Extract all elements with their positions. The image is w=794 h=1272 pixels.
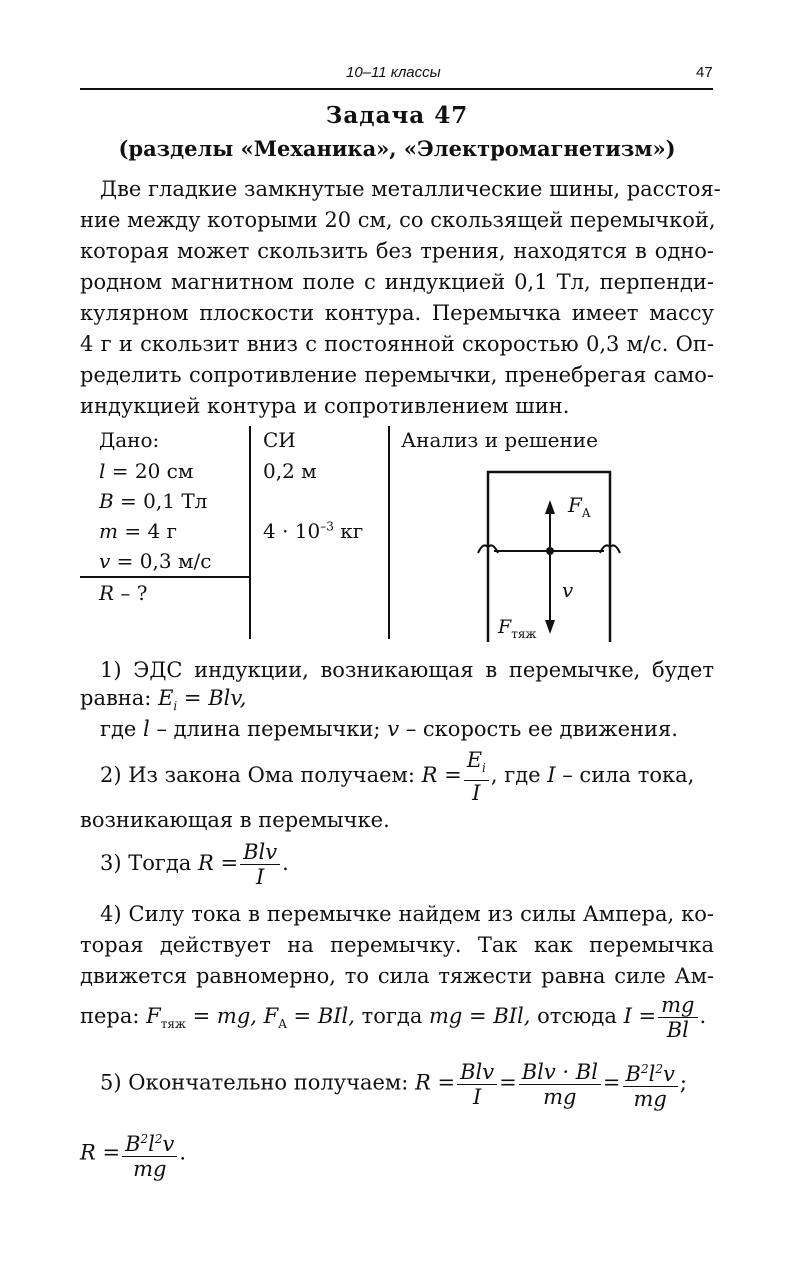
statement-line: кулярном плоскости контура. Перемычка имеет массу (80, 301, 714, 325)
si-mass: $4 \cdot 10^{-3}$ кг (263, 519, 364, 543)
problem-statement (80, 174, 721, 422)
si-length: 0,2 м (263, 459, 317, 483)
step-2: 2) Из закона Ома получаем: R = $\frac{E_i}{I}$ , где I – сила тока, (100, 748, 695, 806)
bar-center-dot (546, 547, 554, 555)
page-number: 47 (696, 64, 713, 81)
statement-line: индукцией контура и сопротивлением шин. (80, 394, 570, 418)
given-induction: B = 0,1 Тл (99, 489, 208, 513)
section-header: 10–11 классы (346, 64, 441, 81)
given-header: Дано: (99, 428, 160, 452)
si-header: СИ (263, 428, 296, 452)
gravity-arrowhead (545, 620, 555, 634)
step-3: 3) Тогда R = $\frac{\text{Blv}}{I}$ . (100, 840, 289, 889)
given-find-rule (80, 576, 250, 578)
step-1: 1) ЭДС индукции, возникающая в перемычке, будет (100, 658, 714, 682)
statement-line: ределить сопротивление перемычки, пренебрегая само- (80, 363, 714, 387)
step-1-explanation: где l – длина перемычки; v – скорость ее движения. (100, 717, 678, 741)
statement-line: 4 г и скользит вниз с постоянной скоростью 0,3 м/с. Оп- (80, 332, 714, 356)
given-mass: m = 4 г (99, 519, 178, 543)
problem-subtitle: (разделы «Механика», «Электромагнетизм») (118, 136, 676, 161)
step-5: 5) Окончательно получаем: R = $\frac{\text{Blv}}{I}$ = $\frac{\text{Blv · Bl}}{mg}$ = $\frac{B^2l^2v}{mg}$ ; (100, 1057, 687, 1111)
given-length: l = 20 см (99, 459, 194, 483)
rails-diagram (470, 460, 630, 642)
label-velocity: v (562, 578, 574, 602)
header-rule (80, 88, 713, 90)
problem-title: Задача 47 (325, 102, 469, 129)
table-divider-2 (388, 426, 390, 639)
final-answer: R = $\frac{B^2l^2v}{mg}$ . (80, 1127, 186, 1181)
step-1-formula: равна: $E_i$ = Blv, (80, 686, 247, 714)
find-resistance: R – ? (99, 581, 148, 605)
ampere-arrowhead (545, 500, 555, 514)
step-2-continued: возникающая в перемычке. (80, 808, 390, 832)
step-4-formula: пера: $F_{тяж}$ = mg, $F_A$ = BIl, тогда mg = BIl, отсюда I = $\frac{mg}{Bl}$ . (80, 993, 707, 1042)
table-divider-1 (249, 426, 251, 639)
analysis-header: Анализ и решение (401, 428, 598, 452)
step-4: 4) Силу тока в перемычке найдем из силы Ампера, ко- торая действует на перемычку. Так как перемычка движется равномерно, то сила тяжести равна силе Ам- (80, 902, 714, 988)
label-gravity: $F_{тяж}$ (498, 616, 537, 641)
statement-line: Две гладкие замкнутые металлические шины, расстоя- (100, 177, 721, 201)
statement-line: которая может скользить без трения, находятся в одно- (80, 239, 714, 263)
given-velocity: v = 0,3 м/с (99, 549, 212, 573)
statement-line: родном магнитном поле с индукцией 0,1 Тл, перпенди- (80, 270, 714, 294)
label-ampere-force: $F_A$ (568, 493, 591, 520)
statement-line: ние между которыми 20 см, со скользящей перемычкой, (80, 208, 716, 232)
